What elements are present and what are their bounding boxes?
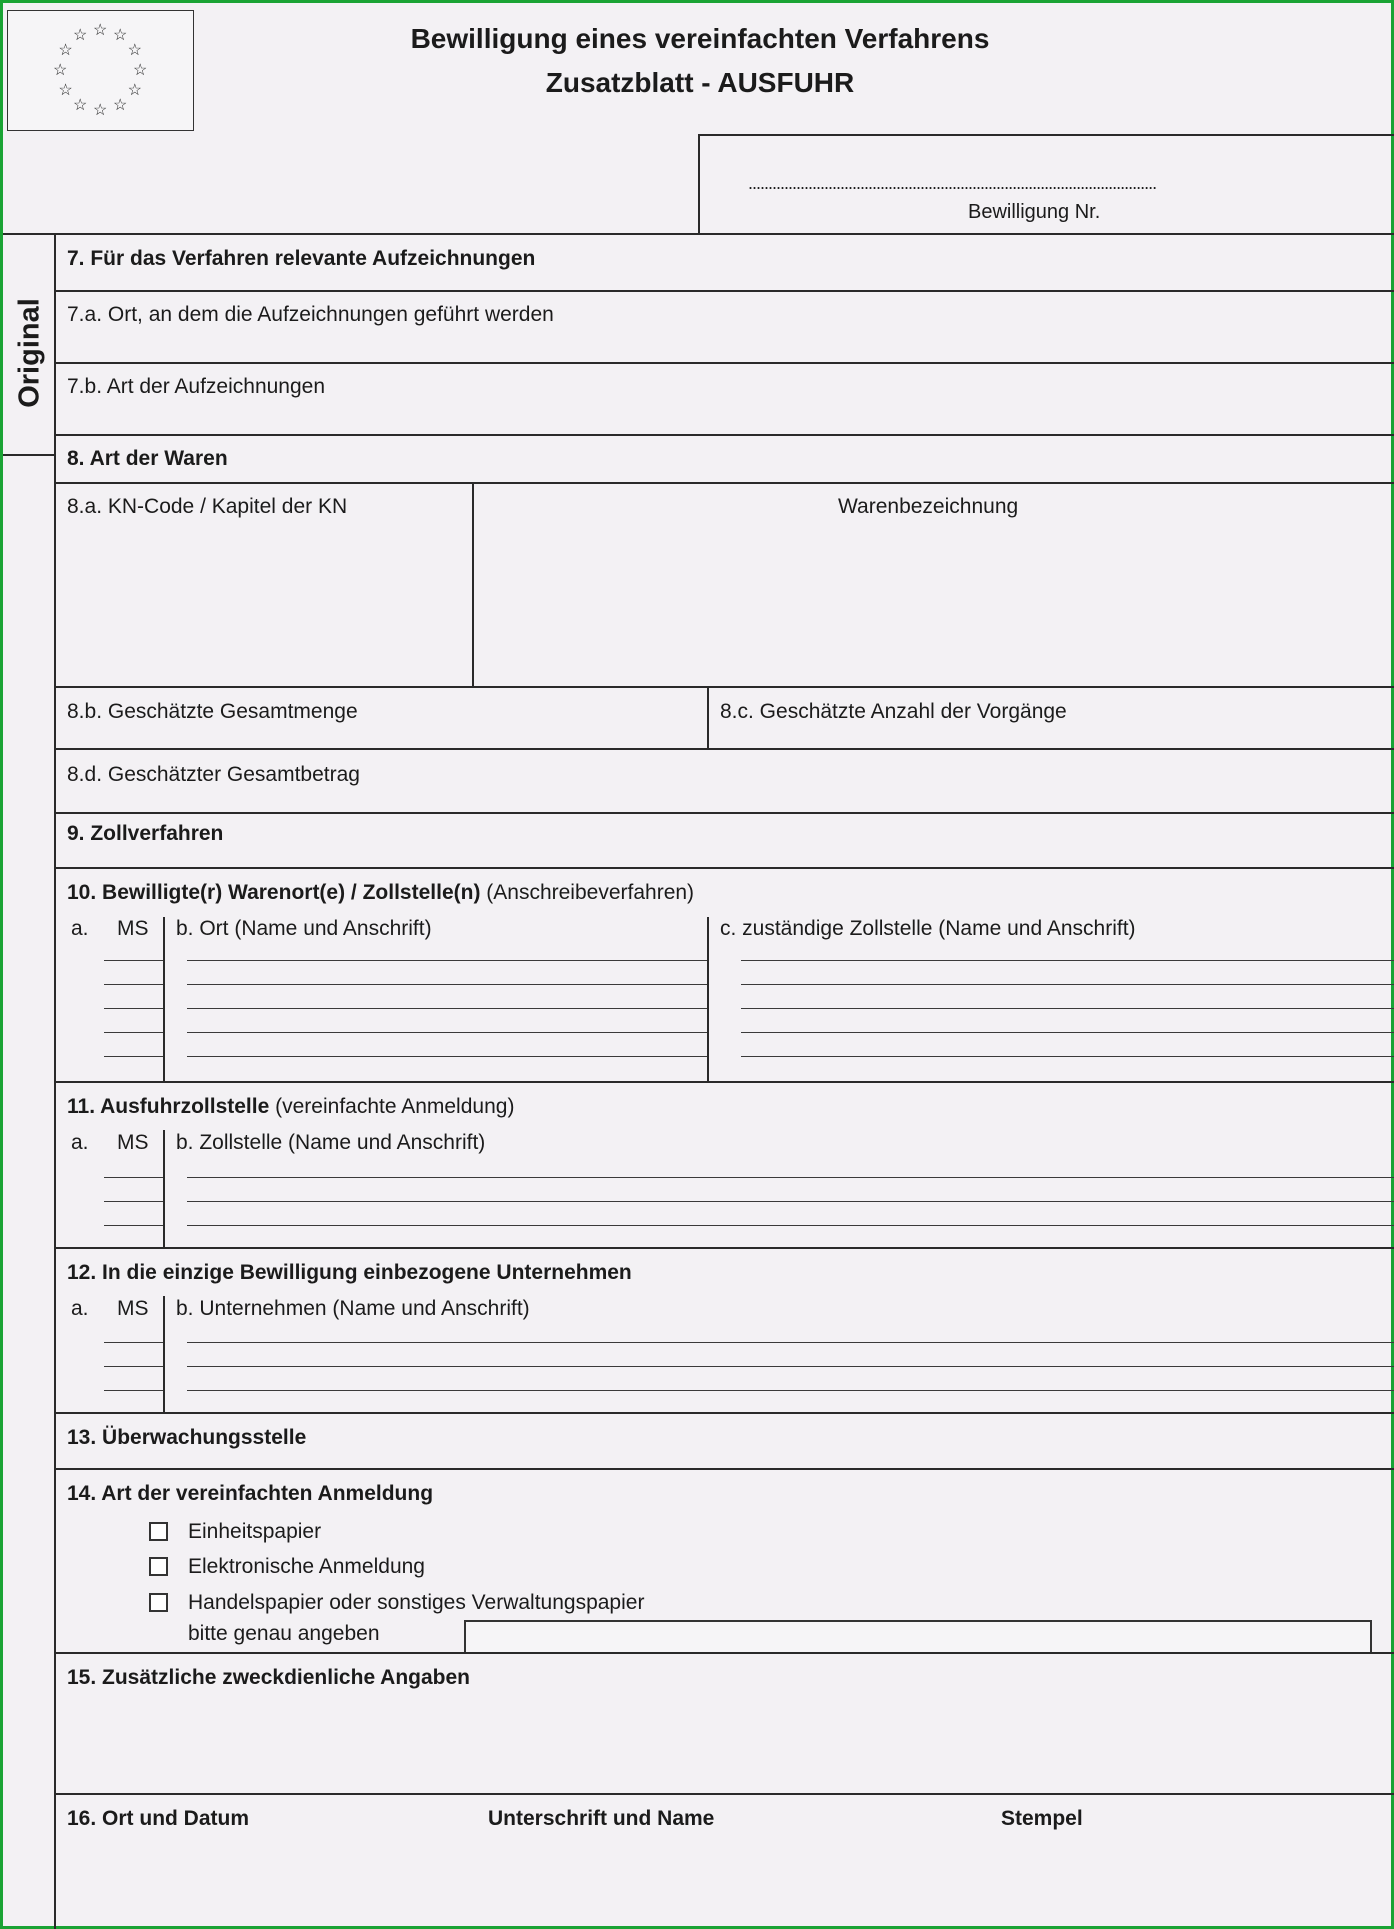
ms-line[interactable] (104, 1008, 163, 1009)
star-icon: ☆ (127, 42, 142, 59)
divider (163, 1296, 165, 1413)
section-7b-label: 7.b. Art der Aufzeichnungen (67, 375, 326, 398)
zollstelle-line[interactable] (741, 984, 1394, 985)
star-icon: ☆ (53, 62, 68, 79)
section-8d-label: 8.d. Geschätzter Gesamtbetrag (67, 763, 360, 786)
star-icon: ☆ (58, 82, 73, 99)
section-16-ort-datum: 16. Ort und Datum (67, 1807, 250, 1830)
section-11b-label: b. Zollstelle (Name und Anschrift) (176, 1131, 486, 1154)
divider (3, 233, 1394, 235)
ms-line[interactable] (104, 1056, 163, 1057)
ms-line[interactable] (104, 1032, 163, 1033)
ort-line[interactable] (187, 984, 707, 985)
star-icon: ☆ (127, 82, 142, 99)
ort-line[interactable] (187, 1056, 707, 1057)
bewilligung-nr-field[interactable]: ...................................................................................................... (748, 173, 1157, 193)
divider (55, 1652, 1394, 1654)
star-icon: ☆ (93, 102, 108, 119)
divider (55, 482, 1394, 484)
option-einheitspapier: Einheitspapier (188, 1520, 322, 1543)
ms-line[interactable] (104, 960, 163, 961)
ms-line[interactable] (104, 1177, 163, 1178)
section-10-ms-label: MS (117, 917, 149, 940)
section-10-title: 10. Bewilligte(r) Warenort(e) / Zollstelle(n) (Anschreibeverfahren) (67, 881, 695, 904)
section-16-stempel: Stempel (1001, 1807, 1083, 1830)
checkbox-handelspapier[interactable] (149, 1593, 168, 1612)
section-8b-label: 8.b. Geschätzte Gesamtmenge (67, 700, 358, 723)
ms-line[interactable] (104, 1201, 163, 1202)
divider (55, 686, 1394, 688)
section-12-ms-label: MS (117, 1297, 149, 1320)
bewilligung-nr-label: Bewilligung Nr. (968, 201, 1101, 223)
divider (707, 686, 709, 750)
warenbezeichnung-label: Warenbezeichnung (838, 495, 1019, 518)
divider (55, 748, 1394, 750)
ort-line[interactable] (187, 1008, 707, 1009)
section-7a-label: 7.a. Ort, an dem die Aufzeichnungen geführt werden (67, 303, 554, 326)
original-label: Original (13, 298, 46, 408)
section-7-title: 7. Für das Verfahren relevante Aufzeichnungen (67, 247, 536, 270)
ort-line[interactable] (187, 960, 707, 961)
divider (55, 867, 1394, 869)
star-icon: ☆ (113, 96, 128, 114)
divider (55, 812, 1394, 814)
ms-line[interactable] (104, 1366, 163, 1367)
divider (3, 454, 55, 456)
section-11a-label: a. (71, 1131, 89, 1154)
ms-line[interactable] (104, 1342, 163, 1343)
section-11-ms-label: MS (117, 1131, 149, 1154)
section-14-title: 14. Art der vereinfachten Anmeldung (67, 1482, 434, 1505)
divider (55, 434, 1394, 436)
option-elektronische-anmeldung: Elektronische Anmeldung (188, 1555, 425, 1578)
ms-line[interactable] (104, 1225, 163, 1226)
section-15-title: 15. Zusätzliche zweckdienliche Angaben (67, 1666, 471, 1689)
zollstelle-line[interactable] (187, 1201, 1394, 1202)
star-icon: ☆ (73, 96, 88, 114)
star-icon: ☆ (133, 62, 148, 79)
zollstelle-line[interactable] (741, 960, 1394, 961)
form-title: Bewilligung eines vereinfachten Verfahrens (410, 23, 990, 54)
checkbox-elektronische-anmeldung[interactable] (149, 1557, 168, 1576)
section-11-title: 11. Ausfuhrzollstelle (vereinfachte Anmeldung) (67, 1095, 515, 1118)
divider (55, 1081, 1394, 1083)
option-handelspapier: Handelspapier oder sonstiges Verwaltungspapier (188, 1591, 645, 1614)
handelspapier-detail-input[interactable] (464, 1620, 1372, 1654)
divider (707, 917, 709, 1083)
section-8-title: 8. Art der Waren (67, 447, 228, 470)
star-icon: ☆ (58, 42, 73, 59)
divider (55, 1793, 1394, 1795)
section-8c-label: 8.c. Geschätzte Anzahl der Vorgänge (720, 700, 1067, 723)
zollstelle-line[interactable] (187, 1177, 1394, 1178)
divider (55, 1247, 1394, 1249)
form-subtitle: Zusatzblatt - AUSFUHR (545, 67, 855, 98)
section-9-title: 9. Zollverfahren (67, 822, 224, 845)
unternehmen-line[interactable] (187, 1366, 1394, 1367)
section-12-title: 12. In die einzige Bewilligung einbezogene Unternehmen (67, 1261, 632, 1284)
section-10a-label: a. (71, 917, 89, 940)
divider (55, 1412, 1394, 1414)
section-12a-label: a. (71, 1297, 89, 1320)
ms-line[interactable] (104, 984, 163, 985)
zollstelle-line[interactable] (741, 1056, 1394, 1057)
section-10b-label: b. Ort (Name und Anschrift) (176, 917, 432, 940)
divider (55, 1468, 1394, 1470)
section-16-unterschrift: Unterschrift und Name (488, 1807, 715, 1830)
divider (163, 1130, 165, 1248)
zollstelle-line[interactable] (741, 1008, 1394, 1009)
section-13-title: 13. Überwachungsstelle (67, 1426, 307, 1449)
divider (163, 917, 165, 1083)
divider (55, 362, 1394, 364)
checkbox-einheitspapier[interactable] (149, 1522, 168, 1541)
zollstelle-line[interactable] (187, 1225, 1394, 1226)
star-icon: ☆ (93, 22, 108, 39)
section-10c-label: c. zuständige Zollstelle (Name und Anschrift) (720, 917, 1136, 940)
zollstelle-line[interactable] (741, 1032, 1394, 1033)
bitte-genau-angeben-label: bitte genau angeben (188, 1622, 380, 1645)
unternehmen-line[interactable] (187, 1342, 1394, 1343)
ms-line[interactable] (104, 1390, 163, 1391)
section-12b-label: b. Unternehmen (Name und Anschrift) (176, 1297, 530, 1320)
divider (698, 134, 700, 234)
divider (472, 482, 474, 688)
divider (698, 134, 1394, 136)
star-icon: ☆ (113, 27, 128, 45)
divider (55, 290, 1394, 292)
unternehmen-line[interactable] (187, 1390, 1394, 1391)
star-icon: ☆ (73, 27, 88, 45)
section-8a-label: 8.a. KN-Code / Kapitel der KN (67, 495, 348, 518)
ort-line[interactable] (187, 1032, 707, 1033)
